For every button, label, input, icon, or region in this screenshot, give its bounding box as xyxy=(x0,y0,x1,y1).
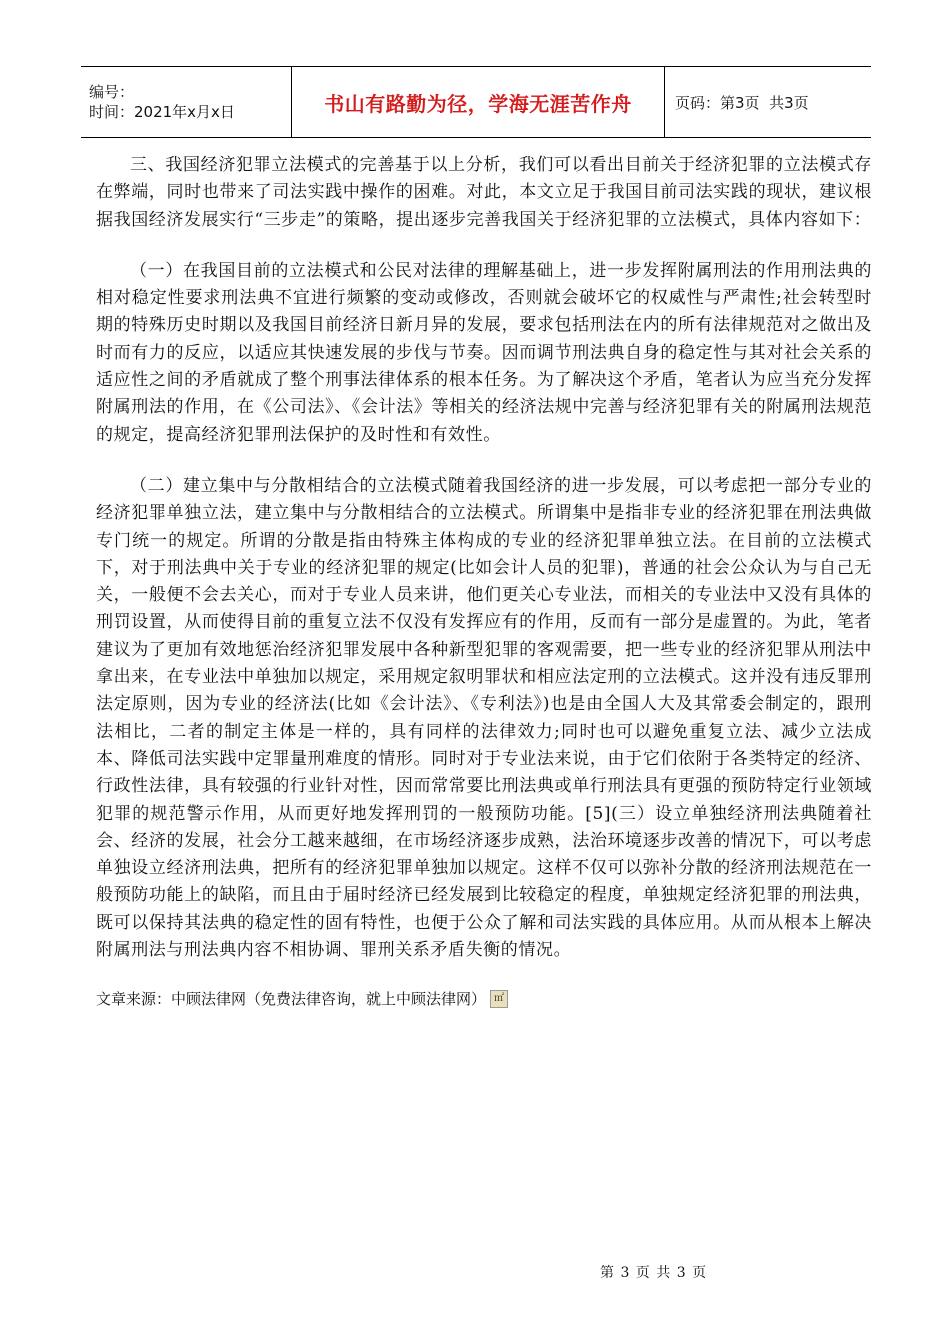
document-header xyxy=(81,66,871,138)
document-number-label: 编号： xyxy=(89,83,135,101)
paragraph-section-2: （二）建立集中与分散相结合的立法模式随着我国经济的进一步发展，可以考虑把一部分专业的经济犯罪单独立法，建立集中与分散相结合的立法模式。所谓集中是指非专业的经济犯罪在刑法典做专门统一的规定。所谓的分散是指由特殊主体构成的专业的经济犯罪单独立法。在目前的立法模式下，对于刑法典中关于专业的经济犯罪的规定(比如会计人员的犯罪)，普通的社会公众认为与自己无关，一般便不会去关心，而对于专业人员来讲，他们更关心专业法，而相关的专业法中又没有具体的刑罚设置，从而使得目前的重复立法不仅没有发挥应有的作用，反而有一部分是虚置的。为此，笔者建议为了更加有效地惩治经济犯罪发展中各种新型犯罪的客观需要，把一些专业的经济犯罪从刑法中拿出来，在专业法中单独加以规定，采用规定叙明罪状和相应法定刑的立法模式。这并没有违反罪刑法定原则，因为专业的经济法(比如《会计法》、《专利法》)也是由全国人大及其常委会制定的，跟刑法相比，二者的制定主体是一样的，具有同样的法律效力;同时也可以避免重复立法、减少立法成本、降低司法实践中定罪量刑难度的情形。同时对于专业法来说，由于它们依附于各类特定的经济、行政性法律，具有较强的行业针对性，因而常常要比刑法典或单行刑法具有更强的预防特定行业领域犯罪的规范警示作用，从而更好地发挥刑罚的一般预防功能。[5](三）设立单独经济刑法典随着社会、经济的发展，社会分工越来越细，在市场经济逐步成熟，法治环境逐步改善的情况下，可以考虑单独设立经济刑法典，把所有的经济犯罪单独加以规定。这样不仅可以弥补分散的经济刑法规范在一般预防功能上的缺陷，而且由于届时经济已经发展到比较稳定的程度，单独规定经济犯罪的刑法典，既可以保持其法典的稳定性的固有特性，也便于公众了解和司法实践的具体应用。从而从根本上解决附属刑法与刑法典内容不相协调、罪刑关系矛盾失衡的情况。 xyxy=(96,475,872,961)
page-footer: 第 3 页 共 3 页 xyxy=(600,1265,708,1281)
header-motto: 书山有路勤为径，学海无涯苦作舟 xyxy=(324,91,632,116)
header-left-cell xyxy=(81,67,291,137)
paragraph-intro: 三、我国经济犯罪立法模式的完善基于以上分析，我们可以看出目前关于经济犯罪的立法模式存在弊端，同时也带来了司法实践中操作的困难。对此，本文立足于我国目前司法实践的现状，建议根据我国经济发展实行“三步走”的策略，提出逐步完善我国关于经济犯罪的立法模式，具体内容如下： xyxy=(96,155,872,230)
header-page-cell xyxy=(665,67,809,137)
square-meter-icon: ㎡ xyxy=(490,990,508,1008)
document-time-label: 时间：2021年x月x日 xyxy=(89,103,235,121)
header-motto-cell xyxy=(291,67,665,137)
header-page-label: 页码：第3页 共3页 xyxy=(675,93,809,112)
document-body xyxy=(96,152,872,1009)
article-source-text: 文章来源：中顾法律网（免费法律咨询，就上中顾法律网） xyxy=(96,990,487,1009)
paragraph-section-1: （一）在我国目前的立法模式和公民对法律的理解基础上，进一步发挥附属刑法的作用刑法典的相对稳定性要求刑法典不宜进行频繁的变动或修改，否则就会破坏它的权威性与严肃性;社会转型时期的特殊历史时期以及我国目前经济日新月异的发展，要求包括刑法在内的所有法律规范对之做出及时而有力的反应，以适应其快速发展的步伐与节奏。因而调节刑法典自身的稳定性与其对社会关系的适应性之间的矛盾就成了整个刑事法律体系的根本任务。为了解决这个矛盾，笔者认为应当充分发挥附属刑法的作用，在《公司法》、《会计法》等相关的经济法规中完善与经济犯罪有关的附属刑法规范的规定，提高经济犯罪刑法保护的及时性和有效性。 xyxy=(96,260,872,445)
article-source xyxy=(96,988,872,1009)
